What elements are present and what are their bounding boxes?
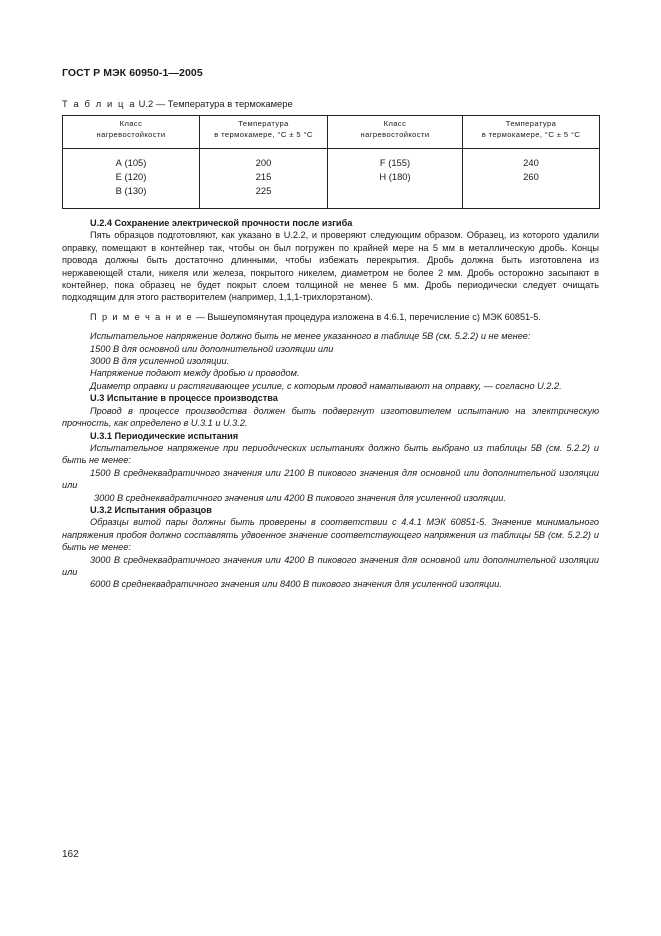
section-heading-u24: U.2.4 Сохранение электрической прочности после изгиба xyxy=(90,218,353,228)
table-caption-title: U.2 — Температура в термокамере xyxy=(136,98,293,109)
section-heading-u32: U.3.2 Испытания образцов xyxy=(90,504,212,515)
table-caption xyxy=(62,98,293,110)
section-heading-u31: U.3.1 Периодические испытания xyxy=(90,430,239,441)
header-class-2: Класс нагревостойкости xyxy=(328,116,463,149)
header-class-1: Класс нагревостойкости xyxy=(63,116,200,149)
table-header-row xyxy=(63,116,600,149)
paragraph-u24: Пять образцов подготовляют, как указано в U.2.2, и проверяют следующим образом. Образец, из которого удалили оправку, помещают в контейнер так, чтобы он был погружен по крайней мере на 5 мм в металлическую дробь. Концы провода должны быть достаточно длинными, чтобы избежать перекрытия. Дробь должна быть изготовлена из нержавеющей стали, никеля или железа, покрытого никелем, диаметром не более 2 мм. Дробь осторожно засыпают в контейнер, пока образец не будет покрыт слоем толщиной не менее 5 мм. Дробь периодически следует очищать подходящим для этого растворителем (например, 1,1,1-трихлорэтаном). xyxy=(62,230,599,303)
paragraph-u31: 1500 В среднеквадратичного значения или 2100 В пикового значения для основной или дополнительной изоляции или xyxy=(62,467,599,491)
paragraph-u32: Образцы витой пары должны быть проверены в соответствии с 4.4.1 МЭК 60851-5. Значение минимального напряжения пробоя должно составлять удвоенное значение соответствующего напряжения из таблицы 5В (см. 5.2.2) и быть не менее: xyxy=(62,517,599,553)
cell-temp-1: 200 215 225 xyxy=(200,149,328,209)
cell-class-1: А (105) Е (120) В (130) xyxy=(63,149,200,209)
paragraph-italic: 3000 В для усиленной изоляции. xyxy=(90,356,230,367)
paragraph-italic: Диаметр оправки и растягивающее усилие, с которым провод наматывают на оправку, — согласно U.2.2. xyxy=(90,380,562,391)
cell-temp-2: 240 260 xyxy=(463,149,600,209)
paragraph-u31: 3000 В среднеквадратичного значения или 4200 В пикового значения для усиленной изоляции. xyxy=(94,492,506,503)
page-number: 162 xyxy=(62,849,79,860)
paragraph-u32: 6000 В среднеквадратичного значения или 8400 В пикового значения для усиленной изоляции. xyxy=(90,579,502,590)
table-row xyxy=(63,149,600,209)
header-temp-1: Температура в термокамере, °С ± 5 °С xyxy=(200,116,328,149)
cell-class-2: F (155) Н (180) xyxy=(328,149,463,209)
paragraph-u31: Испытательное напряжение при периодических испытаниях должно быть выбрано из таблицы 5В (см. 5.2.2) и быть не менее: xyxy=(62,442,599,466)
header-temp-2: Температура в термокамере, °С ± 5 °С xyxy=(463,116,600,149)
body-text xyxy=(62,217,599,591)
paragraph-italic: Испытательное напряжение должно быть не менее указанного в таблице 5В (см. 5.2.2) и не менее: xyxy=(90,331,531,342)
paragraph-italic: 1500 В для основной или дополнительной изоляции или xyxy=(90,343,334,354)
temperature-table xyxy=(62,115,600,209)
table-caption-label: Т а б л и ц а xyxy=(62,98,137,109)
paragraph-u3: Провод в процессе производства должен быть подвергнут изготовителем испытанию на электрическую прочность, как определено в U.3.1 и U.3.2. xyxy=(62,405,599,429)
paragraph-italic: Напряжение подают между дробью и проводом. xyxy=(90,368,300,379)
paragraph-u32: 3000 В среднеквадратичного значения или 4200 В пикового значения для основной или дополнительной изоляции или xyxy=(62,554,599,577)
section-heading-u3: U.3 Испытание в процессе производства xyxy=(90,393,278,404)
note: П р и м е ч а н и е — Вышеупомянутая процедура изложена в 4.6.1, перечисление с) МЭК 60851-5. xyxy=(90,311,541,322)
document-header: ГОСТ Р МЭК 60950-1—2005 xyxy=(62,67,203,79)
